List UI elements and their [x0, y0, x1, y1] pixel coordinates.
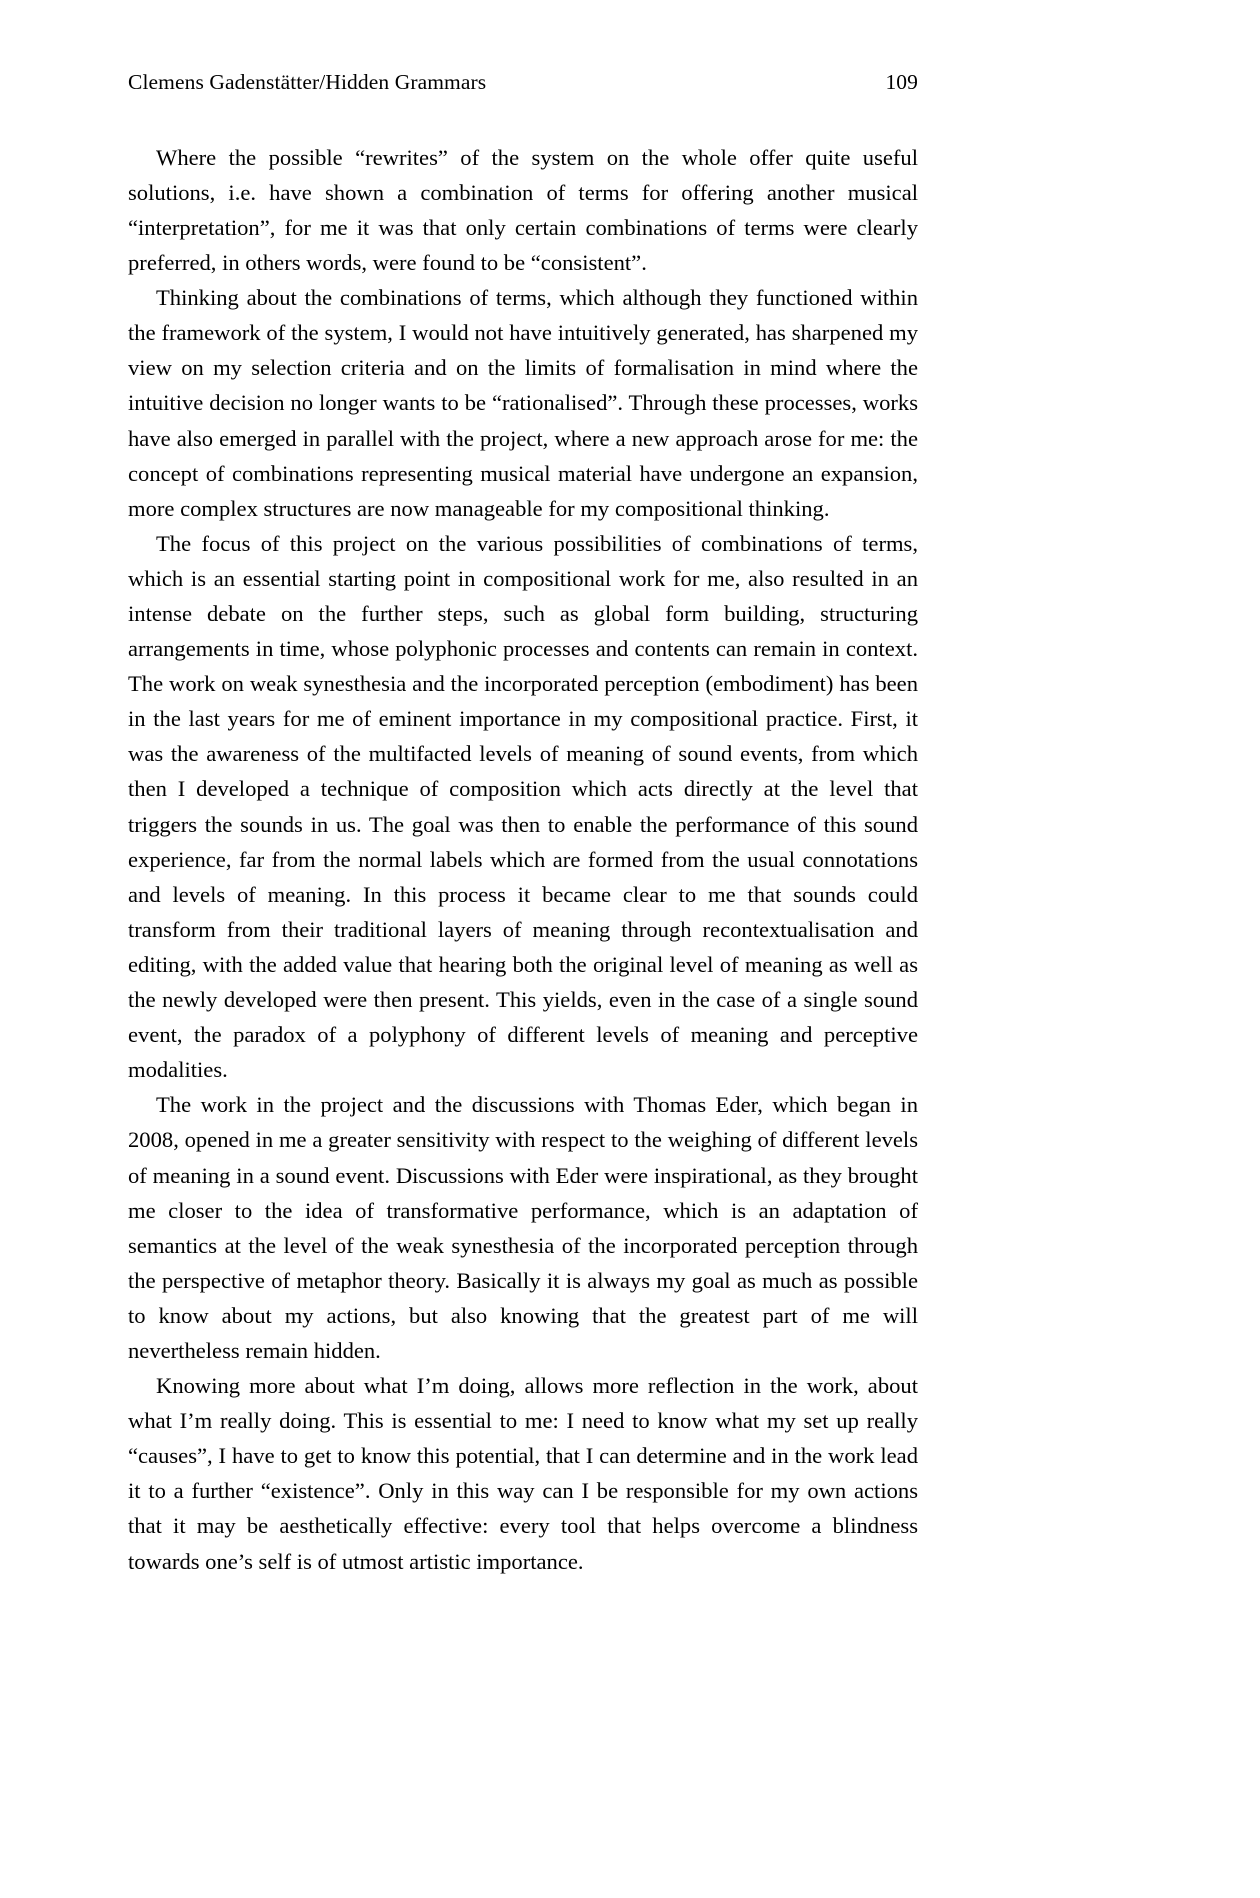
paragraph: Thinking about the combinations of terms, which although they functioned within the framework of the system, I would not have intuitively generated, has sharpened my view on my selection criteria and on the limits of formalisation in mind where the intuitive decision no longer wants to be “rationalised”. Through these processes, works have also emerged in parallel with the project, where a new approach arose for me: the concept of combinations representing musical material have undergone an expansion, more complex structures are now manageable for my compositional thinking. — [128, 285, 918, 521]
page-number: 109 — [885, 70, 918, 94]
paragraph: Where the possible “rewrites” of the system on the whole offer quite useful solutions, i.e. have shown a combination of terms for offering another musical “interpretation”, for me it was that only certain combinations of terms were clearly preferred, in others words, were found to be “consistent”. — [128, 144, 918, 276]
running-head-title: Clemens Gadenstätter/Hidden Grammars — [128, 70, 487, 94]
paragraph: Knowing more about what I’m doing, allows more reflection in the work, about what I’m really doing. This is essential to me: I need to know what my set up really “causes”, I have to get to know this potential, that I can determine and in the work lead it to a further “existence”. Only in this way can I be responsible for my own actions that it may be aesthetically effective: every tool that helps overcome a blindness towards one’s self is of utmost artistic importance. — [128, 1373, 918, 1574]
paragraph: The work in the project and the discussions with Thomas Eder, which began in 2008, opened in me a greater sensitivity with respect to the weighing of different levels of meaning in a sound event. Discussions with Eder were inspirational, as they brought me closer to the idea of transformative performance, which is an adaptation of semantics at the level of the weak synesthesia of the incorporated perception through the perspective of metaphor theory. Basically it is always my goal as much as possible to know about my actions, but also knowing that the greatest part of me will nevertheless remain hidden. — [128, 1092, 918, 1363]
page-content-frame — [128, 70, 918, 1579]
running-head — [128, 70, 918, 96]
paragraph: The focus of this project on the various possibilities of combinations of terms, which is an essential starting point in compositional work for me, also resulted in an intense debate on the further steps, such as global form building, structuring arrangements in time, whose polyphonic processes and contents can remain in context. The work on weak synesthesia and the incorporated perception (embodiment) has been in the last years for me of eminent importance in my compositional practice. First, it was the awareness of the multifacted levels of meaning of sound events, from which then I developed a technique of composition which acts directly at the level that triggers the sounds in us. The goal was then to enable the performance of this sound experience, far from the normal labels which are formed from the usual connotations and levels of meaning. In this process it became clear to me that sounds could transform from their traditional layers of meaning through recontextualisation and editing, with the added value that hearing both the original level of meaning as well as the newly developed were then present. This yields, even in the case of a single sound event, the paradox of a polyphony of different levels of meaning and perceptive modalities. — [128, 530, 918, 1083]
body-text — [128, 140, 918, 1579]
